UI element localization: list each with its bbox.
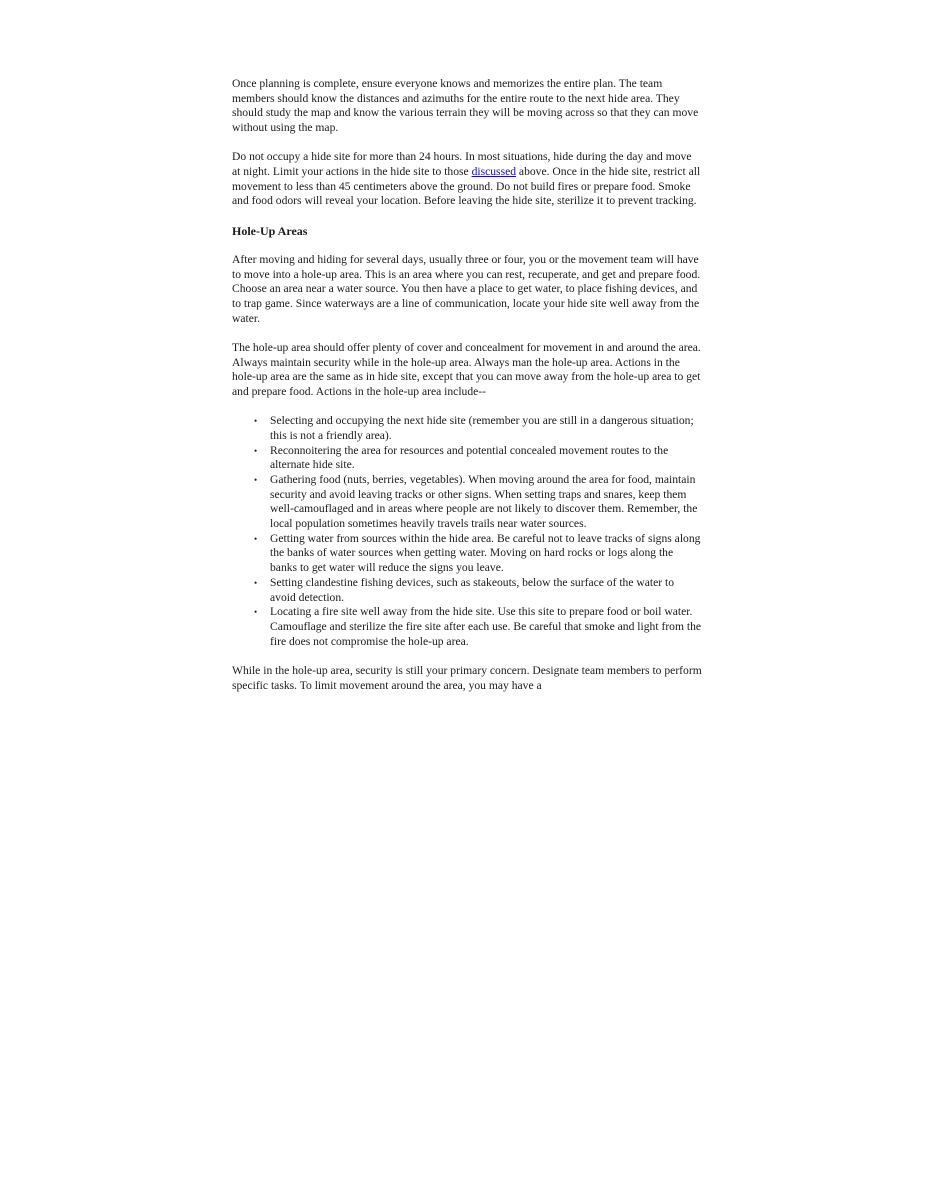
paragraph-hole-up-intro: After moving and hiding for several days, usually three or four, you or the movement team will have to move into a hole-up area. This is an area where you can rest, recuperate, and get and prepare food. Choose an area near a water source. You then have a place to get water, to place fishing devices, and to trap game. Since waterways are a line of communication, locate your hide site well away from the water. [232,252,701,325]
bullet-icon: • [254,577,258,588]
list-item-text: Locating a fire site well away from the hide site. Use this site to prepare food or boil water. Camouflage and sterilize the fire site after each use. Be careful that smoke and light from the fire does not compromise the hole-up area. [270,605,702,648]
paragraph-hide-site [232,150,702,209]
list-item-text: Gathering food (nuts, berries, vegetables). When moving around the area for food, maintain security and avoid leaving tracks or other signs. When setting traps and snares, keep them well-camouflaged and in areas where people are not likely to discover them. Remember, the local population sometimes heavily travels trails near water sources. [270,472,698,531]
list-item-text: Reconnoitering the area for resources and potential concealed movement routes to the alternate hide site. [270,443,669,472]
list-item-text: Getting water from sources within the hide area. Be careful not to leave tracks of signs along the banks of water sources when getting water. Moving on hard rocks or logs along the banks to get water will reduce the signs you leave. [270,531,701,575]
list-item [254,531,702,576]
list-item [254,575,702,605]
list-item-text: Setting clandestine fishing devices, such as stakeouts, below the surface of the water to avoid detection. [270,575,675,604]
discussed-link[interactable]: discussed [471,165,517,179]
bullet-icon: • [254,607,258,618]
bullet-icon: • [254,474,258,485]
section-heading-hole-up-areas: Hole-Up Areas [232,223,308,238]
list-item [254,414,702,443]
list-item [254,605,702,649]
bullet-icon: • [254,445,258,456]
paragraph-hole-up-cover: The hole-up area should offer plenty of cover and concealment for movement in and around the area. Always maintain security while in the hole-up area. Always man the hole-up area. Actions in the hole-up area are the same as in hide site, except that you can move away from the hole-up area to get and prepare food. Actions in the hole-up area include-- [232,340,701,398]
paragraph-security: While in the hole-up area, security is still your primary concern. Designate team members to perform specific tasks. To limit movement around the area, you may have a [232,664,702,693]
list-item-text: Selecting and occupying the next hide site (remember you are still in a dangerous situation; this is not a friendly area). [270,414,694,442]
bullet-icon: • [254,533,258,544]
bullet-icon: • [254,416,258,427]
paragraph-hide-site-text-1: Do not occupy a hide site for more than 24 hours. In most situations, hide during the day and move at night. Limit your actions in the hide site to those [232,150,692,179]
list-item [254,443,702,473]
document-body [232,77,702,708]
actions-bullet-list [232,414,702,649]
paragraph-planning: Once planning is complete, ensure everyone knows and memorizes the entire plan. The team members should know the distances and azimuths for the entire route to the next hide area. They should study the map and know the various terrain they will be moving across so that they can move without using the map. [232,77,699,135]
list-item [254,472,702,532]
paragraph-hide-site-text-2: above. Once in the hide site, restrict all movement to less than 45 centimeters above the ground. Do not build fires or prepare food. Smoke and food odors will reveal your location. Before leaving the hide site, sterilize it to prevent tracking. [232,165,701,208]
